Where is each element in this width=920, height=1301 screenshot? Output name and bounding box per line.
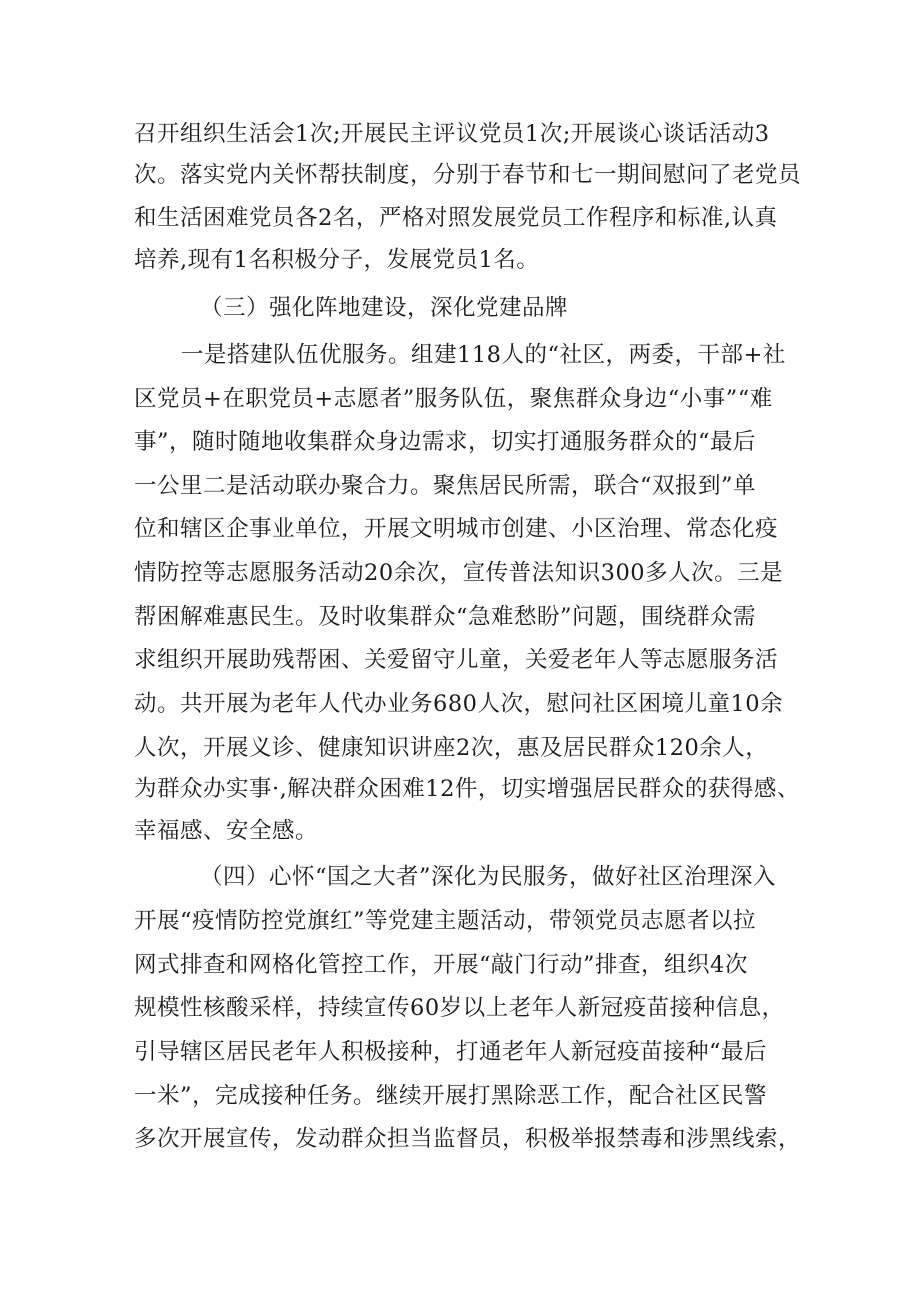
text-line: 和生活困难党员各2名，严格对照发展党员工作程序和标准,认真 — [134, 205, 778, 231]
text-line: 区党员+在职党员+志愿者”服务队伍，聚焦群众身边“小事”“难 — [134, 386, 773, 412]
text-line: 幸福感、安全感。 — [134, 818, 319, 844]
text-line: 多次开展宣传，发动群众担当监督员，积极举报禁毒和涉黑线索， — [134, 1126, 802, 1152]
text-line: 召开组织生活会1次;开展民主评议党员1次;开展谈心谈话活动3 — [134, 121, 770, 147]
text-line: 情防控等志愿服务活动20余次，宣传普法知识300多人次。三是 — [134, 560, 784, 586]
text-line: 规模性核酸采样，持续宣传60岁以上老年人新冠疫苗接种信息， — [134, 995, 785, 1021]
text-line: 人次，开展义诊、健康知识讲座2次，惠及居民群众120余人， — [134, 735, 769, 761]
text-line: 事”，随时随地收集群众身边需求，切实打通服务群众的“最后 — [134, 429, 757, 455]
text-line: 一是搭建队伍优服务。组建118人的“社区，两委，干部+社 — [181, 342, 786, 368]
text-line: 求组织开展助残帮困、关爱留守儿童，关爱老年人等志愿服务活 — [134, 647, 779, 673]
text-line: 开展“疫情防控党旗红”等党建主题活动，带领党员志愿者以拉 — [134, 908, 757, 934]
text-line: 培养,现有1名积极分子，发展党员1名。 — [134, 247, 540, 273]
text-line: 网式排查和网格化管控工作，开展“敲门行动”排查，组织4次 — [134, 952, 748, 978]
section-heading: （四）心怀“国之大者”深化为民服务，做好社区治理深入 — [200, 864, 777, 890]
text-line: 帮困解难惠民生。及时收集群众“急难愁盼”问题，围绕群众需 — [134, 604, 757, 630]
text-line: 位和辖区企事业单位，开展文明城市创建、小区治理、常态化疫 — [134, 516, 779, 542]
text-line: 引导辖区居民老年人积极接种，打通老年人新冠疫苗接种“最后 — [134, 1039, 768, 1065]
text-line: 次。落实党内关怀帮扶制度，分别于春节和七一期间慰问了老党员 — [134, 162, 802, 188]
section-heading: （三）强化阵地建设，深化党建品牌 — [200, 295, 569, 321]
text-line: 为群众办实事·,解决群众困难12件，切实增强居民群众的获得感、 — [134, 776, 800, 802]
text-line: 动。共开展为老年人代办业务680人次，慰问社区困境儿童10余 — [134, 691, 784, 717]
text-line: 一公里二是活动联办聚合力。聚焦居民所需，联合“双报到”单 — [134, 473, 757, 499]
text-line: 一米”，完成接种任务。继续开展打黑除恶工作，配合社区民警 — [134, 1083, 768, 1109]
